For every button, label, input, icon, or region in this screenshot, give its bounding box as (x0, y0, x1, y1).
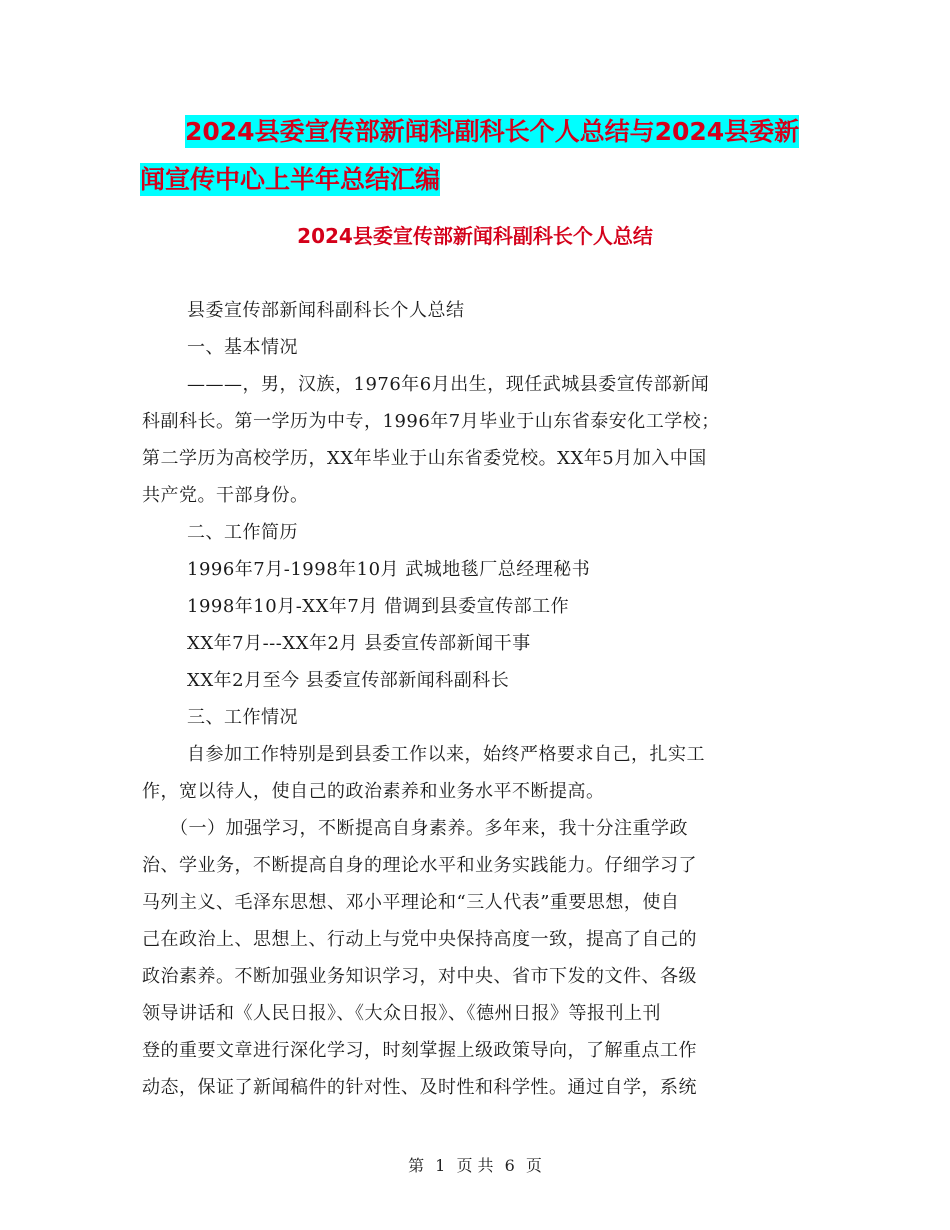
text-line: ———，男，汉族，1976年6月出生，现任武城县委宣传部新闻 (187, 374, 710, 395)
section-title: 2024县委宣传部新闻科副科长个人总结 (297, 224, 653, 248)
text-line: （一）加强学习，不断提高自身素养。多年来，我十分注重学政 (170, 818, 688, 839)
text-line: 共产党。干部身份。 (142, 485, 309, 506)
text-line: 政治素养。不断加强业务知识学习，对中央、省市下发的文件、各级 (142, 966, 697, 987)
footer-prefix: 第 (408, 1156, 425, 1175)
text-line: 县委宣传部新闻科副科长个人总结 (187, 300, 465, 321)
document-body (142, 292, 802, 1106)
text-line: 科副科长。第一学历为中专，1996年7月毕业于山东省泰安化工学校； (142, 411, 720, 432)
text-line: 己在政治上、思想上、行动上与党中央保持高度一致，提高了自己的 (142, 929, 697, 950)
history-item: XX年7月---XX年2月 县委宣传部新闻干事 (187, 633, 531, 654)
document-title (140, 108, 820, 204)
heading-work-history: 二、工作简历 (187, 522, 298, 543)
title-line-1: 2024县委宣传部新闻科副科长个人总结与2024县委新 (185, 117, 800, 146)
text-line: 马列主义、毛泽东思想、邓小平理论和“三人代表”重要思想，使自 (142, 892, 680, 913)
heading-basic-info: 一、基本情况 (187, 337, 298, 358)
text-line: 治、学业务，不断提高自身的理论水平和业务实践能力。仔细学习了 (142, 855, 697, 876)
footer-suffix: 页 (525, 1156, 542, 1175)
text-line: 动态，保证了新闻稿件的针对性、及时性和科学性。通过自学，系统 (142, 1077, 697, 1098)
page-total: 6 (504, 1156, 515, 1175)
text-line: 登的重要文章进行深化学习，时刻掌握上级政策导向，了解重点工作 (142, 1040, 697, 1061)
text-line: 作，宽以待人，使自己的政治素养和业务水平不断提高。 (142, 781, 605, 802)
history-item: XX年2月至今 县委宣传部新闻科副科长 (187, 670, 510, 691)
history-item: 1996年7月-1998年10月 武城地毯厂总经理秘书 (187, 559, 591, 580)
text-line: 第二学历为高校学历，XX年毕业于山东省委党校。XX年5月加入中国 (142, 448, 707, 469)
heading-work-status: 三、工作情况 (187, 707, 298, 728)
title-line-2: 闻宣传中心上半年总结汇编 (140, 165, 441, 194)
text-line: 自参加工作特别是到县委工作以来，始终严格要求自己，扎实工 (187, 744, 705, 765)
page-number: 1 (435, 1156, 446, 1175)
text-line: 领导讲话和《人民日报》、《大众日报》、《德州日报》等报刊上刊 (142, 1003, 661, 1024)
page-footer (0, 1153, 950, 1176)
footer-middle: 页 共 (456, 1156, 494, 1175)
history-item: 1998年10月-XX年7月 借调到县委宣传部工作 (187, 596, 570, 617)
